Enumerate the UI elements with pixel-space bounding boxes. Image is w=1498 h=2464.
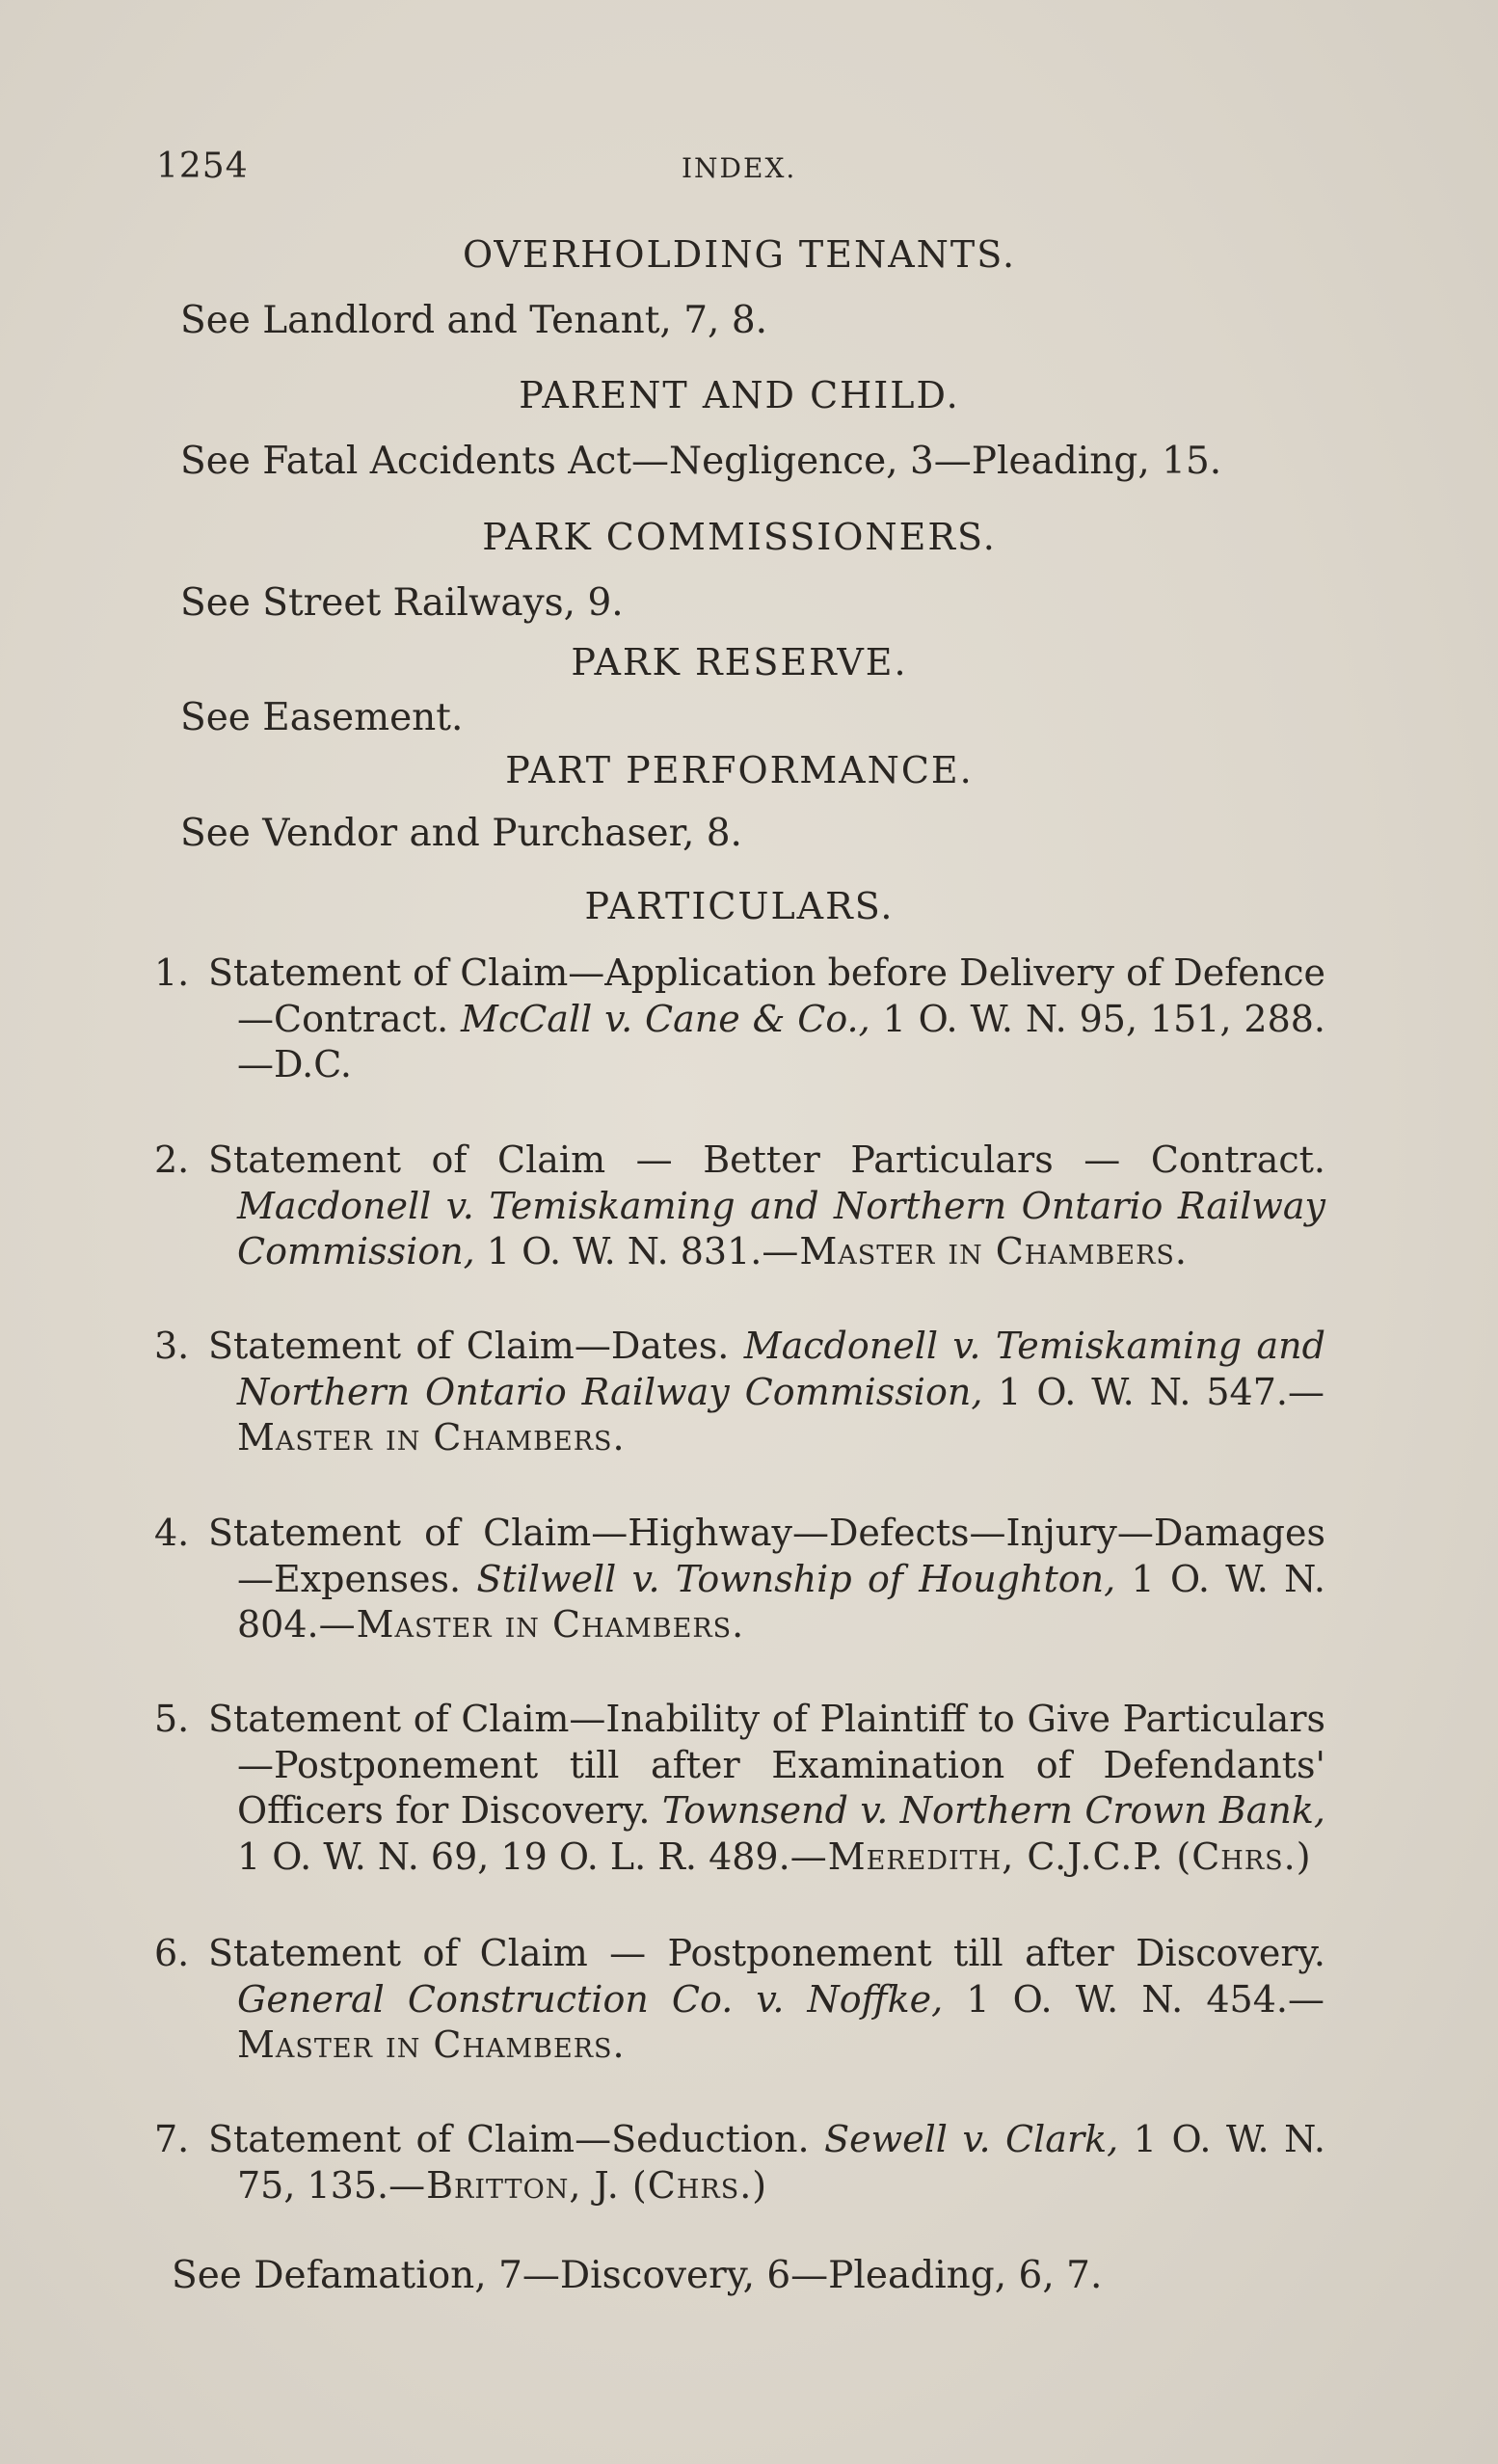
court: —Britton, J. (Chrs.) — [388, 2163, 768, 2207]
section-heading: PARTICULARS. — [584, 885, 895, 927]
section-heading: PART PERFORMANCE. — [505, 749, 974, 791]
citation: 1 O. W. N. 75, 135. — [237, 2118, 1325, 2207]
entry-text — [208, 1138, 1325, 1275]
citation: 1 O. W. N. 804. — [237, 1557, 1325, 1646]
entry-text — [208, 951, 1325, 1088]
court: —Master in Chambers. — [318, 1603, 745, 1646]
citation: 1 O. W. N. 95, 151, 288. — [882, 997, 1325, 1040]
entry-subject: Statement of Claim—Highway—Defects—Injury—Damages—Expenses. — [208, 1512, 1325, 1600]
see-reference: See Landlord and Tenant, 7, 8. — [180, 299, 768, 342]
entry-text — [208, 1697, 1325, 1880]
see-reference: See Vendor and Purchaser, 8. — [180, 812, 742, 855]
section-heading: OVERHOLDING TENANTS. — [462, 233, 1017, 276]
index-entry — [154, 1324, 1325, 1461]
index-entry — [154, 1511, 1325, 1648]
index-entry — [154, 1931, 1325, 2069]
citation: 1 O. W. N. 69, 19 O. L. R. 489. — [237, 1835, 790, 1878]
entry-number: 7. — [154, 2118, 190, 2160]
entry-subject: Statement of Claim — Postponement till after Discovery. — [208, 1932, 1325, 1974]
case-name: Townsend v. Northern Crown Bank, — [661, 1789, 1325, 1832]
entry-subject: Statement of Claim—Dates. — [208, 1325, 730, 1367]
see-reference: See Street Railways, 9. — [180, 581, 624, 625]
court: —Master in Chambers. — [237, 1977, 1325, 2066]
see-also-reference: See Defamation, 7—Discovery, 6—Pleading, 6, 7. — [172, 2254, 1103, 2297]
case-name: Stilwell v. Township of Houghton, — [476, 1557, 1116, 1600]
entry-subject: Statement of Claim—Application before Delivery of Defence—Contract. — [208, 951, 1325, 1040]
index-entry — [154, 2117, 1325, 2209]
entry-number: 6. — [154, 1932, 190, 1974]
entry-text — [208, 1324, 1325, 1461]
see-reference: See Easement. — [180, 696, 464, 739]
entry-subject: Statement of Claim—Seduction. — [208, 2118, 810, 2160]
court: —Master in Chambers. — [237, 1370, 1325, 1459]
entry-number: 4. — [154, 1512, 190, 1554]
citation: 1 O. W. N. 454. — [966, 1977, 1288, 2021]
citation: 1 O. W. N. 831. — [486, 1230, 762, 1272]
court: —Master in Chambers. — [762, 1230, 1188, 1272]
case-name: Macdonell v. Temiskaming and Northern Ontario Railway Commission, — [237, 1325, 1325, 1413]
section-heading: PARK COMMISSIONERS. — [482, 516, 997, 558]
index-entry — [154, 1697, 1325, 1880]
case-name: Macdonell v. Temiskaming and Northern Ontario Railway Commission, — [237, 1184, 1325, 1272]
page-header — [156, 147, 1313, 195]
entry-number: 5. — [154, 1698, 190, 1740]
running-head: INDEX. — [682, 152, 797, 184]
index-entry — [154, 1138, 1325, 1275]
entry-text — [208, 1931, 1325, 2069]
entry-subject: Statement of Claim—Inability of Plaintiff to Give Particulars—Postponement till after Examination of Defendants' Officers for Discovery. — [208, 1698, 1325, 1832]
citation: 1 O. W. N. 547. — [998, 1370, 1288, 1413]
case-name: General Construction Co. v. Noffke, — [237, 1977, 944, 2021]
court: —Meredith, C.J.C.P. (Chrs.) — [789, 1835, 1312, 1878]
section-heading: PARK RESERVE. — [571, 641, 908, 683]
index-entry — [154, 951, 1325, 1088]
entry-subject: Statement of Claim — Better Particulars — Contract. — [208, 1138, 1325, 1181]
case-name: Sewell v. Clark, — [824, 2118, 1119, 2160]
case-name: McCall v. Cane & Co., — [461, 997, 870, 1040]
entry-number: 1. — [154, 951, 190, 994]
page-number: 1254 — [156, 147, 249, 186]
section-heading: PARENT AND CHILD. — [519, 374, 960, 416]
entry-text — [208, 1511, 1325, 1648]
entry-text — [208, 2117, 1325, 2209]
entry-number: 3. — [154, 1325, 190, 1367]
see-reference: See Fatal Accidents Act—Negligence, 3—Pleading, 15. — [180, 440, 1222, 483]
entry-number: 2. — [154, 1138, 190, 1181]
court: —D.C. — [237, 1043, 352, 1085]
